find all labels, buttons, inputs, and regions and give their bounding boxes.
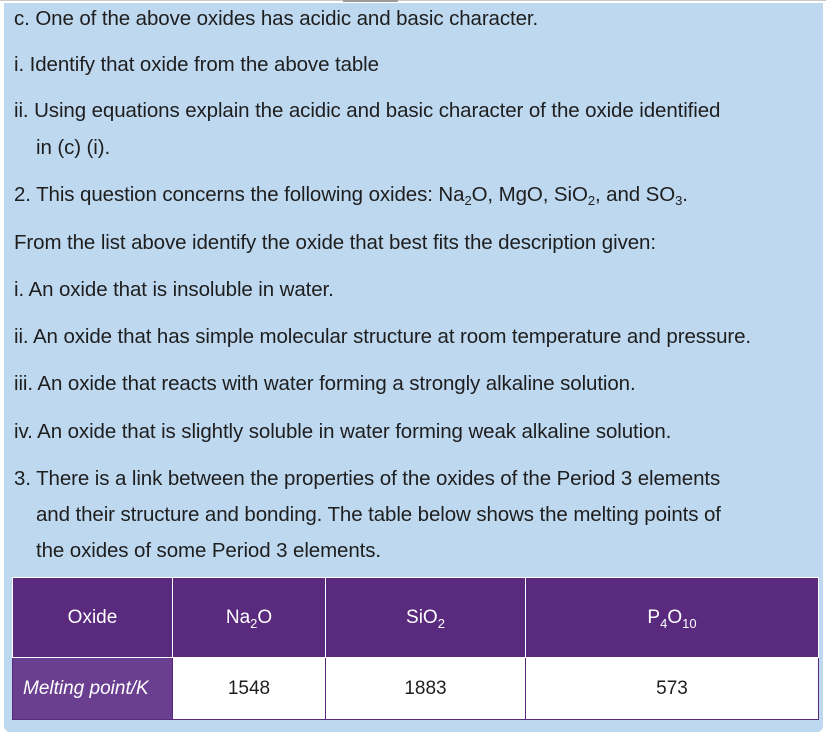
question-2-instruction: From the list above identify the oxide that best fits the description given:	[14, 231, 656, 254]
header-oxide: Oxide	[13, 578, 173, 658]
question-2-iv: iv. An oxide that is slightly soluble in water forming weak alkaline solution.	[14, 420, 672, 443]
top-tab-marker	[343, 0, 398, 2]
question-3: 3. There is a link between the properties of the oxides of the Period 3 elements	[14, 467, 721, 490]
table-header-row	[13, 578, 819, 658]
header-sio2: SiO$_2$	[326, 578, 526, 658]
question-c-i: i. Identify that oxide from the above table	[14, 53, 379, 76]
row-label-melting-point: Melting point/K	[13, 658, 173, 720]
question-3-cont1: and their structure and bonding. The table below shows the melting points of	[36, 503, 721, 526]
question-3-cont2: the oxides of some Period 3 elements.	[36, 539, 381, 562]
question-c-ii: ii. Using equations explain the acidic and basic character of the oxide identified	[14, 99, 721, 122]
header-p4o10: $P_4O_{10}$	[526, 578, 819, 658]
question-c-ii-cont: in (c) (i).	[36, 136, 111, 159]
value-sio2: 1883	[326, 658, 526, 720]
question-2-i: i. An oxide that is insoluble in water.	[14, 278, 334, 301]
question-c: c. One of the above oxides has acidic and basic character.	[14, 7, 539, 30]
top-divider	[0, 0, 826, 1]
melting-point-table	[12, 577, 819, 720]
question-2-iii: iii. An oxide that reacts with water forming a strongly alkaline solution.	[14, 372, 636, 395]
question-2-ii: ii. An oxide that has simple molecular structure at room temperature and pressure.	[14, 325, 751, 348]
value-p4o10: 573	[526, 658, 819, 720]
question-2: 2. This question concerns the following oxides: $Na_2O$, MgO, SiO$_2$, and $SO_3$.	[14, 183, 688, 208]
table-row	[13, 658, 819, 720]
value-na2o: 1548	[173, 658, 326, 720]
content-panel	[4, 3, 823, 732]
header-na2o: $Na_2O$	[173, 578, 326, 658]
